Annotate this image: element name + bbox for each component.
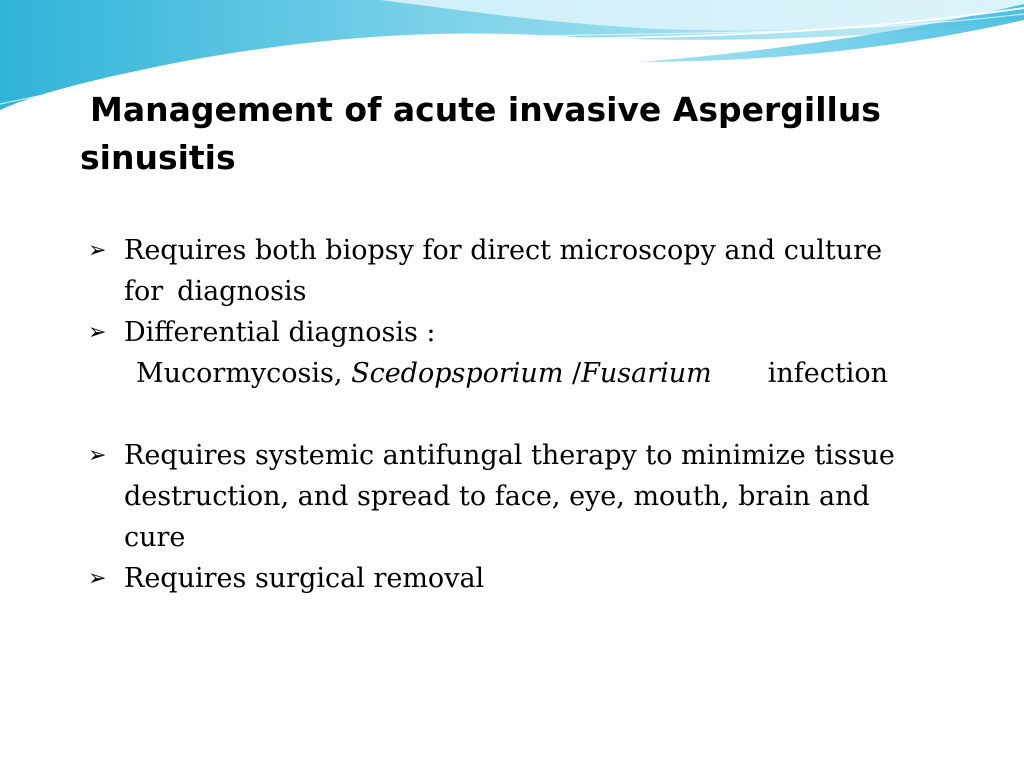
arrow-bullet-icon: ➢ (88, 443, 107, 468)
arrow-bullet-icon: ➢ (88, 320, 107, 345)
bullet-text-line: cure (124, 522, 186, 553)
bullet-item-differential-diagnosis (88, 312, 968, 394)
bullet-list (88, 230, 968, 599)
diagnosis-fusarium: Fusarium (581, 358, 712, 389)
bullet-text-line: Requires systemic antifungal therapy to minimize tissue (124, 440, 895, 471)
bullet-item-surgical-removal (88, 558, 968, 599)
bullet-item-biopsy (88, 230, 968, 312)
arrow-bullet-icon: ➢ (88, 566, 107, 591)
slide-title (80, 86, 960, 182)
slide-title-line-1: Management of acute invasive Aspergillus (90, 90, 881, 129)
differential-diagnosis-list (124, 353, 968, 394)
bullet-text-line: Differential diagnosis : (124, 317, 436, 348)
bullet-text-segment: diagnosis (177, 276, 307, 307)
diagnosis-scedopsporium: Scedopsporium (351, 358, 564, 389)
diagnosis-separator: / (563, 358, 582, 389)
bullet-text-line: Requires both biopsy for direct microscopy and culture (124, 235, 883, 266)
arrow-bullet-icon: ➢ (88, 238, 107, 263)
bullet-text-line: Requires surgical removal (124, 563, 485, 594)
bullet-spacer (88, 394, 968, 435)
bullet-text-line: destruction, and spread to face, eye, mouth, brain and (124, 481, 870, 512)
bullet-text-line (124, 271, 968, 312)
diagnosis-mucormycosis: Mucormycosis, (136, 358, 352, 389)
bullet-text-segment: for (124, 276, 164, 307)
slide-title-line-2: sinusitis (80, 138, 236, 177)
diagnosis-infection-label: infection (767, 358, 888, 389)
bullet-item-antifungal-therapy (88, 435, 968, 558)
